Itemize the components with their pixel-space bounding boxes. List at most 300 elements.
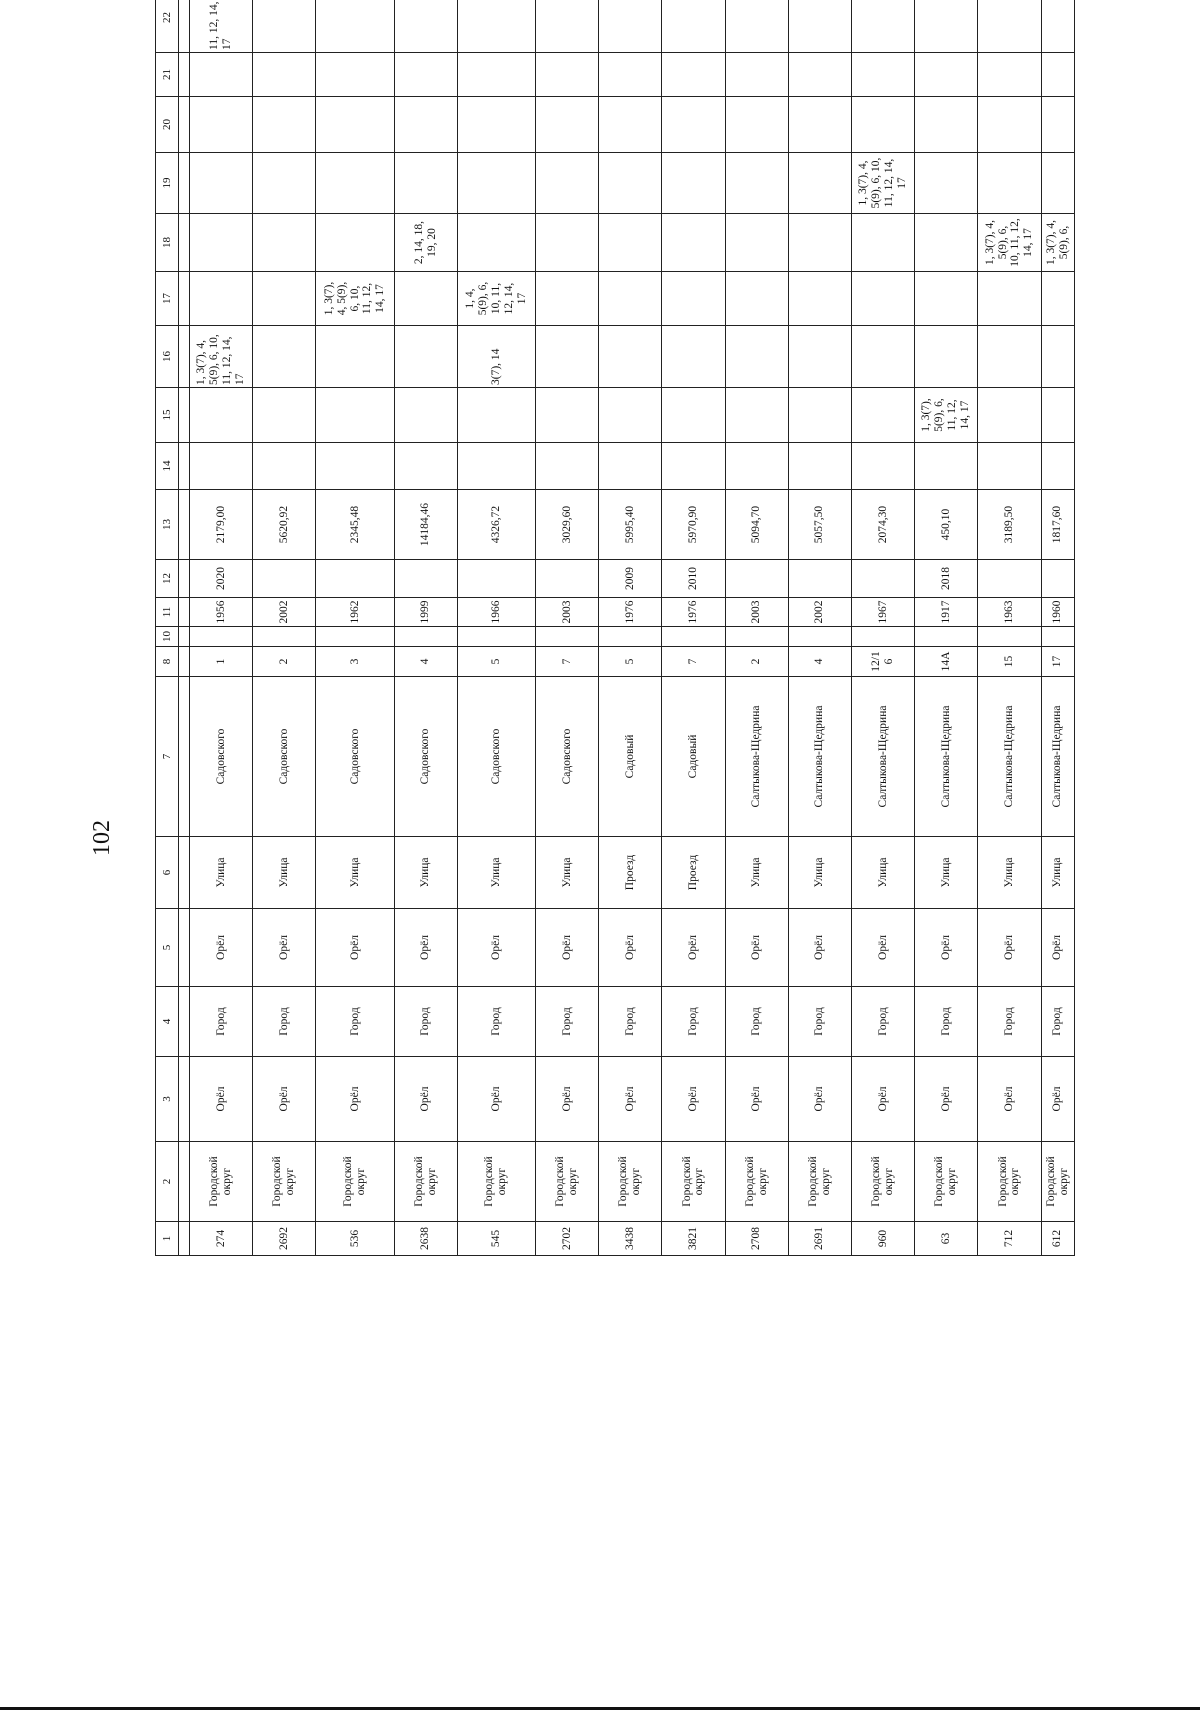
table-cell bbox=[599, 0, 662, 53]
table-row bbox=[535, 0, 598, 1256]
table-row bbox=[1041, 0, 1074, 1256]
table-cell bbox=[851, 388, 914, 443]
table-cell bbox=[457, 443, 535, 490]
table-cell bbox=[535, 443, 598, 490]
table-cell bbox=[725, 53, 788, 97]
table-cell bbox=[599, 443, 662, 490]
table-cell bbox=[915, 97, 978, 153]
table-cell bbox=[1041, 97, 1074, 153]
table-cell bbox=[1041, 388, 1074, 443]
table-row bbox=[394, 0, 457, 1256]
table-cell bbox=[599, 388, 662, 443]
table-cell: Садовского bbox=[316, 677, 394, 837]
registry-table-rotated bbox=[155, 1, 1075, 1256]
table-cell: 1, 3(7), 4, 5(9), 6, 10, 11, 12, 14, 17 bbox=[978, 214, 1041, 272]
table-cell: 1, 3(7), 4, 5(9), 6, 10, 11, 12, 14, 17 bbox=[316, 272, 394, 326]
col-header: 5 bbox=[156, 909, 179, 987]
table-cell: Орёл bbox=[851, 1057, 914, 1142]
table-cell: 2003 bbox=[535, 598, 598, 627]
table-cell bbox=[190, 214, 253, 272]
table-cell: 5057,50 bbox=[788, 490, 851, 560]
table-cell bbox=[599, 326, 662, 388]
col-header: 13 bbox=[156, 490, 179, 560]
col-header: 21 bbox=[156, 53, 179, 97]
table-cell bbox=[662, 627, 725, 647]
table-cell: 5970,90 bbox=[662, 490, 725, 560]
col-header: 15 bbox=[156, 388, 179, 443]
table-cell bbox=[788, 153, 851, 214]
table-cell: Улица bbox=[851, 837, 914, 909]
table-cell bbox=[662, 388, 725, 443]
table-cell bbox=[457, 97, 535, 153]
table-cell: Орёл bbox=[190, 1057, 253, 1142]
table-cell: 450,10 bbox=[915, 490, 978, 560]
table-cell bbox=[915, 443, 978, 490]
table-cell: Орёл bbox=[851, 909, 914, 987]
table-cell bbox=[915, 627, 978, 647]
table-cell bbox=[788, 443, 851, 490]
table-cell: Орёл bbox=[599, 909, 662, 987]
table-cell: Орёл bbox=[662, 1057, 725, 1142]
registry-table bbox=[155, 0, 1075, 1256]
table-cell: 3821 bbox=[662, 1222, 725, 1256]
table-cell: Город bbox=[915, 987, 978, 1057]
table-cell bbox=[190, 443, 253, 490]
table-cell bbox=[978, 443, 1041, 490]
table-cell: Улица bbox=[316, 837, 394, 909]
table-cell: 63 bbox=[915, 1222, 978, 1256]
table-cell bbox=[535, 153, 598, 214]
table-cell bbox=[1041, 272, 1074, 326]
table-cell bbox=[535, 97, 598, 153]
table-cell: 1, 3(7), 4, 5(9), 6, 10, 11, 12, 14, 17 bbox=[190, 326, 253, 388]
col-header: 16 bbox=[156, 326, 179, 388]
table-cell: 612 bbox=[1041, 1222, 1074, 1256]
table-cell: Салтыкова-Щедрина bbox=[1041, 677, 1074, 837]
table-row bbox=[788, 0, 851, 1256]
table-cell: Орёл bbox=[394, 1057, 457, 1142]
table-cell: Город bbox=[1041, 987, 1074, 1057]
table-cell bbox=[316, 443, 394, 490]
table-cell: 1967 bbox=[851, 598, 914, 627]
table-cell bbox=[788, 0, 851, 53]
table-cell bbox=[457, 153, 535, 214]
table-cell bbox=[662, 97, 725, 153]
table-cell: 1, 3(7), 5(9), 6, 11, 12, 14, 17 bbox=[915, 388, 978, 443]
table-cell: Улица bbox=[915, 837, 978, 909]
table-cell: 1817,60 bbox=[1041, 490, 1074, 560]
table-cell: Улица bbox=[1041, 837, 1074, 909]
table-cell: Орёл bbox=[535, 1057, 598, 1142]
table-cell: Улица bbox=[535, 837, 598, 909]
table-cell bbox=[253, 272, 316, 326]
table-cell: 12/16 bbox=[851, 647, 914, 677]
table-cell bbox=[1041, 443, 1074, 490]
table-cell: Городской округ bbox=[725, 1142, 788, 1222]
table-row bbox=[725, 0, 788, 1256]
table-cell: 2 bbox=[253, 647, 316, 677]
table-cell: 960 bbox=[851, 1222, 914, 1256]
table-cell: Городской округ bbox=[788, 1142, 851, 1222]
table-cell: Орёл bbox=[1041, 909, 1074, 987]
table-row bbox=[915, 0, 978, 1256]
col-header: 19 bbox=[156, 153, 179, 214]
table-row bbox=[599, 0, 662, 1256]
table-cell bbox=[915, 326, 978, 388]
table-cell: 5 bbox=[599, 647, 662, 677]
table-cell: 7 bbox=[662, 647, 725, 677]
table-cell: 1960 bbox=[1041, 598, 1074, 627]
table-cell bbox=[394, 153, 457, 214]
table-cell: 3189,50 bbox=[978, 490, 1041, 560]
table-cell bbox=[316, 153, 394, 214]
table-cell: 14А bbox=[915, 647, 978, 677]
table-cell: Салтыкова-Щедрина bbox=[915, 677, 978, 837]
table-cell bbox=[725, 97, 788, 153]
table-cell: 5620,92 bbox=[253, 490, 316, 560]
table-cell bbox=[253, 627, 316, 647]
table-row bbox=[253, 0, 316, 1256]
table-cell: Орёл bbox=[725, 1057, 788, 1142]
table-cell bbox=[599, 153, 662, 214]
table-cell: Садовского bbox=[535, 677, 598, 837]
table-cell bbox=[915, 0, 978, 53]
table-cell: 1976 bbox=[599, 598, 662, 627]
table-cell bbox=[316, 627, 394, 647]
table-cell bbox=[725, 560, 788, 598]
table-cell: Садовского bbox=[253, 677, 316, 837]
table-cell bbox=[788, 627, 851, 647]
table-cell: Городской округ bbox=[253, 1142, 316, 1222]
table-cell bbox=[394, 272, 457, 326]
table-cell bbox=[253, 153, 316, 214]
table-cell: 1999 bbox=[394, 598, 457, 627]
table-cell bbox=[978, 53, 1041, 97]
table-cell bbox=[253, 388, 316, 443]
table-cell bbox=[725, 214, 788, 272]
table-cell bbox=[662, 153, 725, 214]
registry-table-frame bbox=[155, 1, 1075, 1256]
table-cell bbox=[535, 214, 598, 272]
table-cell: Город bbox=[788, 987, 851, 1057]
table-cell bbox=[190, 627, 253, 647]
table-cell bbox=[457, 214, 535, 272]
table-cell: 536 bbox=[316, 1222, 394, 1256]
table-cell: Городской округ bbox=[316, 1142, 394, 1222]
table-cell bbox=[394, 443, 457, 490]
table-cell: 4 bbox=[788, 647, 851, 677]
table-cell bbox=[788, 97, 851, 153]
table-cell bbox=[253, 0, 316, 53]
table-cell bbox=[788, 272, 851, 326]
table-cell: Орёл bbox=[662, 909, 725, 987]
table-cell bbox=[599, 214, 662, 272]
table-cell bbox=[457, 53, 535, 97]
table-cell: 17 bbox=[1041, 647, 1074, 677]
table-cell: Орёл bbox=[316, 1057, 394, 1142]
table-cell: 3029,60 bbox=[535, 490, 598, 560]
table-cell: Город bbox=[316, 987, 394, 1057]
table-cell: Орёл bbox=[253, 909, 316, 987]
table-cell: Город bbox=[978, 987, 1041, 1057]
table-cell bbox=[394, 627, 457, 647]
table-cell: Городской округ bbox=[535, 1142, 598, 1222]
table-cell bbox=[253, 560, 316, 598]
table-cell bbox=[599, 272, 662, 326]
table-cell: Орёл bbox=[316, 909, 394, 987]
table-cell: 2018 bbox=[915, 560, 978, 598]
table-cell bbox=[725, 272, 788, 326]
table-cell: Городской округ bbox=[915, 1142, 978, 1222]
table-cell: Садовского bbox=[457, 677, 535, 837]
table-cell bbox=[190, 97, 253, 153]
table-cell bbox=[535, 53, 598, 97]
table-cell: Орёл bbox=[978, 1057, 1041, 1142]
table-cell: 2074,30 bbox=[851, 490, 914, 560]
table-cell bbox=[394, 560, 457, 598]
table-row bbox=[851, 0, 914, 1256]
table-cell: Городской округ bbox=[851, 1142, 914, 1222]
table-cell bbox=[394, 388, 457, 443]
table-cell: Городской округ bbox=[394, 1142, 457, 1222]
table-cell bbox=[316, 214, 394, 272]
table-cell bbox=[1041, 627, 1074, 647]
table-cell: 4326,72 bbox=[457, 490, 535, 560]
table-cell: Орёл bbox=[457, 1057, 535, 1142]
table-cell: 2 bbox=[725, 647, 788, 677]
table-cell bbox=[725, 388, 788, 443]
table-cell: Город bbox=[851, 987, 914, 1057]
table-cell bbox=[190, 272, 253, 326]
table-row bbox=[662, 0, 725, 1256]
table-cell: 2010 bbox=[662, 560, 725, 598]
table-cell bbox=[316, 97, 394, 153]
table-cell bbox=[978, 627, 1041, 647]
col-header: 20 bbox=[156, 97, 179, 153]
table-cell bbox=[253, 97, 316, 153]
table-cell: 1, 3(7), 4, 5(9), 6, bbox=[1041, 214, 1074, 272]
table-cell: Город bbox=[190, 987, 253, 1057]
table-cell: Городской округ bbox=[457, 1142, 535, 1222]
table-cell bbox=[316, 326, 394, 388]
table-cell: 1976 bbox=[662, 598, 725, 627]
spacer-row bbox=[179, 0, 190, 1256]
table-cell: 5 bbox=[457, 647, 535, 677]
table-cell: Улица bbox=[190, 837, 253, 909]
table-cell bbox=[253, 443, 316, 490]
table-cell bbox=[599, 53, 662, 97]
table-cell bbox=[535, 272, 598, 326]
table-cell: Проезд bbox=[599, 837, 662, 909]
table-cell: Город bbox=[253, 987, 316, 1057]
page-number: 102 bbox=[89, 820, 115, 856]
table-cell: 4 bbox=[394, 647, 457, 677]
table-cell bbox=[788, 53, 851, 97]
table-cell bbox=[253, 214, 316, 272]
table-cell: Проезд bbox=[662, 837, 725, 909]
table-cell bbox=[1041, 0, 1074, 53]
table-cell bbox=[725, 627, 788, 647]
table-cell: 3 bbox=[316, 647, 394, 677]
table-cell: 2692 bbox=[253, 1222, 316, 1256]
table-body bbox=[179, 0, 1075, 1256]
table-cell: Орёл bbox=[725, 909, 788, 987]
table-cell: Орёл bbox=[1041, 1057, 1074, 1142]
table-cell bbox=[190, 388, 253, 443]
col-header: 18 bbox=[156, 214, 179, 272]
table-cell: 2702 bbox=[535, 1222, 598, 1256]
table-cell bbox=[394, 0, 457, 53]
table-cell: 1956 bbox=[190, 598, 253, 627]
table-cell: 1962 bbox=[316, 598, 394, 627]
header-row bbox=[156, 0, 179, 1256]
table-cell bbox=[394, 97, 457, 153]
table-cell: 712 bbox=[978, 1222, 1041, 1256]
table-row bbox=[978, 0, 1041, 1256]
table-cell: Садовского bbox=[394, 677, 457, 837]
table-cell bbox=[599, 627, 662, 647]
table-cell: 2179,00 bbox=[190, 490, 253, 560]
col-header: 1 bbox=[156, 1222, 179, 1256]
table-cell bbox=[788, 326, 851, 388]
table-cell bbox=[851, 560, 914, 598]
table-cell bbox=[535, 388, 598, 443]
table-cell bbox=[788, 560, 851, 598]
table-cell: Улица bbox=[788, 837, 851, 909]
table-cell: Салтыкова-Щедрина bbox=[978, 677, 1041, 837]
table-cell bbox=[457, 0, 535, 53]
col-header: 7 bbox=[156, 677, 179, 837]
table-cell: 3(7), 14 bbox=[457, 326, 535, 388]
table-cell: 2002 bbox=[253, 598, 316, 627]
table-cell bbox=[1041, 153, 1074, 214]
table-cell bbox=[851, 53, 914, 97]
table-cell: Город bbox=[725, 987, 788, 1057]
table-cell bbox=[725, 443, 788, 490]
table-cell bbox=[190, 53, 253, 97]
table-cell: Город bbox=[394, 987, 457, 1057]
col-header: 4 bbox=[156, 987, 179, 1057]
table-cell: 1 bbox=[190, 647, 253, 677]
table-cell bbox=[851, 214, 914, 272]
table-cell: 2691 bbox=[788, 1222, 851, 1256]
table-cell bbox=[190, 153, 253, 214]
table-cell: 5995,40 bbox=[599, 490, 662, 560]
table-cell: 7 bbox=[535, 647, 598, 677]
table-cell: Орёл bbox=[457, 909, 535, 987]
table-cell: Орёл bbox=[788, 909, 851, 987]
table-cell bbox=[662, 443, 725, 490]
table-cell: 1963 bbox=[978, 598, 1041, 627]
table-cell bbox=[915, 153, 978, 214]
col-header: 22 bbox=[156, 0, 179, 53]
table-cell: 3438 bbox=[599, 1222, 662, 1256]
table-cell: 2020 bbox=[190, 560, 253, 598]
col-header: 3 bbox=[156, 1057, 179, 1142]
table-cell: Орёл bbox=[253, 1057, 316, 1142]
table-cell: Городской округ bbox=[1041, 1142, 1074, 1222]
table-cell bbox=[978, 97, 1041, 153]
table-cell bbox=[851, 97, 914, 153]
col-header: 6 bbox=[156, 837, 179, 909]
table-cell bbox=[915, 53, 978, 97]
table-cell: Орёл bbox=[599, 1057, 662, 1142]
table-cell: Садовый bbox=[662, 677, 725, 837]
table-cell bbox=[535, 560, 598, 598]
table-cell bbox=[662, 214, 725, 272]
table-cell: Орёл bbox=[915, 1057, 978, 1142]
table-cell bbox=[978, 560, 1041, 598]
table-cell: Орёл bbox=[190, 909, 253, 987]
col-header: 10 bbox=[156, 627, 179, 647]
table-cell bbox=[851, 443, 914, 490]
table-cell bbox=[851, 272, 914, 326]
table-cell bbox=[788, 388, 851, 443]
table-cell: 1, 4, 5(9), 6, 10, 11, 12, 14, 17 bbox=[457, 272, 535, 326]
table-cell bbox=[253, 326, 316, 388]
table-cell bbox=[915, 272, 978, 326]
table-cell: Салтыкова-Щедрина bbox=[851, 677, 914, 837]
table-cell bbox=[457, 627, 535, 647]
table-cell: Орёл bbox=[535, 909, 598, 987]
table-cell bbox=[535, 326, 598, 388]
col-header: 2 bbox=[156, 1142, 179, 1222]
table-cell bbox=[725, 153, 788, 214]
table-cell bbox=[978, 0, 1041, 53]
table-cell: Улица bbox=[253, 837, 316, 909]
table-cell bbox=[394, 326, 457, 388]
col-header: 11 bbox=[156, 598, 179, 627]
table-cell bbox=[851, 0, 914, 53]
table-cell: 2345,48 bbox=[316, 490, 394, 560]
table-cell bbox=[1041, 560, 1074, 598]
table-cell bbox=[788, 214, 851, 272]
table-cell: Орёл bbox=[915, 909, 978, 987]
table-cell bbox=[1041, 326, 1074, 388]
table-cell: Улица bbox=[725, 837, 788, 909]
table-row bbox=[190, 0, 253, 1256]
table-cell bbox=[851, 326, 914, 388]
col-header: 8 bbox=[156, 647, 179, 677]
table-cell: 14184,46 bbox=[394, 490, 457, 560]
col-header: 14 bbox=[156, 443, 179, 490]
table-cell bbox=[662, 0, 725, 53]
table-cell bbox=[316, 0, 394, 53]
table-cell: Орёл bbox=[978, 909, 1041, 987]
table-cell: 2002 bbox=[788, 598, 851, 627]
table-cell: Салтыкова-Щедрина bbox=[788, 677, 851, 837]
table-cell: Садовского bbox=[190, 677, 253, 837]
table-cell: 2638 bbox=[394, 1222, 457, 1256]
table-cell: Город bbox=[599, 987, 662, 1057]
table-cell bbox=[978, 388, 1041, 443]
table-cell bbox=[394, 53, 457, 97]
table-cell bbox=[535, 627, 598, 647]
table-cell: 1966 bbox=[457, 598, 535, 627]
table-cell bbox=[978, 153, 1041, 214]
table-cell: 2009 bbox=[599, 560, 662, 598]
table-cell: Орёл bbox=[788, 1057, 851, 1142]
table-cell: 5094,70 bbox=[725, 490, 788, 560]
table-cell: 11, 12, 14, 17 bbox=[190, 0, 253, 53]
table-cell: Садовый bbox=[599, 677, 662, 837]
table-cell: Городской округ bbox=[599, 1142, 662, 1222]
table-cell: 1917 bbox=[915, 598, 978, 627]
table-cell bbox=[915, 214, 978, 272]
col-header: 12 bbox=[156, 560, 179, 598]
table-cell: 545 bbox=[457, 1222, 535, 1256]
table-cell bbox=[662, 326, 725, 388]
